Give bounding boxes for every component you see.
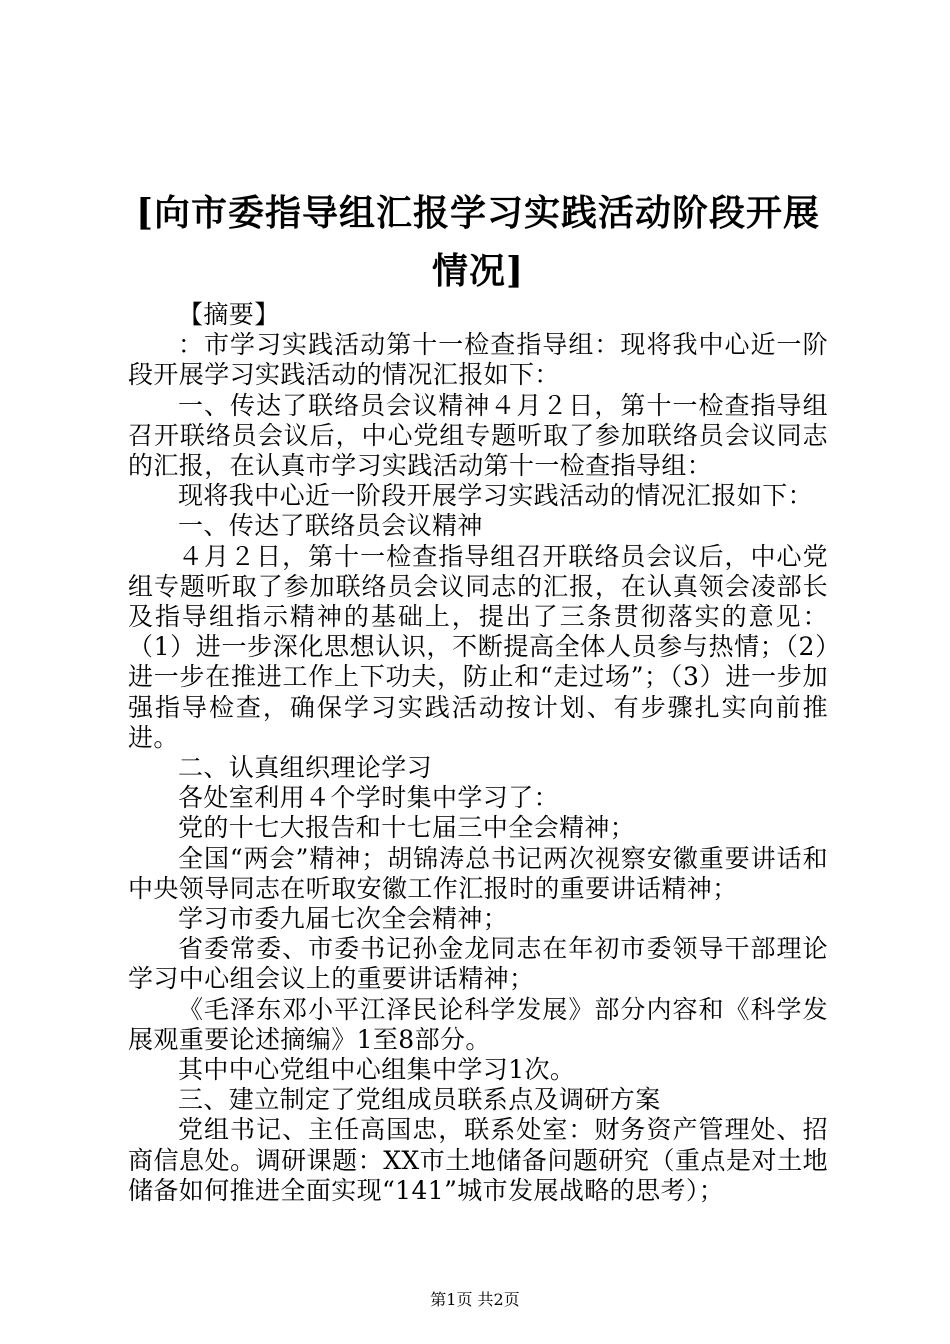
paragraph: 《毛泽东邓小平江泽民论科学发展》部分内容和《科学发展观重要论述摘编》1至8部分。 [128,994,828,1054]
paragraph: 学习市委九届七次全会精神； [178,904,509,934]
section-heading: 三、建立制定了党组成员联系点及调研方案 [178,1085,661,1115]
paragraph: 全国“两会”精神；胡锦涛总书记两次视察安徽重要讲话和中央领导同志在听取安徽工作汇报时的重要讲话精神； [128,843,828,903]
paragraph: 省委常委、市委书记孙金龙同志在年初市委领导干部理论学习中心组会议上的重要讲话精神； [128,934,828,994]
section-heading: 一、传达了联络员会议精神 [178,511,483,541]
paragraph: 一、传达了联络员会议精神４月２日，第十一检查指导组召开联络员会议后，中心党组专题听取了参加联络员会议同志的汇报，在认真市学习实践活动第十一检查指导组： [128,390,828,481]
document-body [128,300,828,1206]
paragraph: ４月２日，第十一检查指导组召开联络员会议后，中心党组专题听取了参加联络员会议同志的汇报，在认真领会凌部长及指导组指示精神的基础上，提出了三条贯彻落实的意见：（1）进一步深化思想认识，不断提高全体人员参与热情；（2）进一步在推进工作上下功夫，防止和“走过场”；（3）进一步加强指导检查，确保学习实践活动按计划、有步骤扎实向前推进。 [128,541,828,752]
paragraph-abstract-label: 【摘要】 [178,300,280,329]
page-number-footer: 第1页 共2页 [430,1290,520,1309]
section-heading: 二、认真组织理论学习 [178,753,433,783]
paragraph: 党组书记、主任高国忠，联系处室：财务资产管理处、招商信息处。调研课题：XX市土地储备问题研究（重点是对土地储备如何推进全面实现“141”城市发展战略的思考）； [128,1115,828,1205]
paragraph: 各处室利用４个学时集中学习了： [178,783,560,813]
paragraph: 其中中心党组中心组集中学习1次。 [178,1055,576,1085]
paragraph: 现将我中心近一阶段开展学习实践活动的情况汇报如下： [178,481,814,511]
paragraph: 党的十七大报告和十七届三中全会精神； [178,813,636,843]
paragraph-greeting: ：市学习实践活动第十一检查指导组：现将我中心近一阶段开展学习实践活动的情况汇报如下： [128,330,828,390]
document-title: [向市委指导组汇报学习实践活动阶段开展情况] [135,192,821,292]
